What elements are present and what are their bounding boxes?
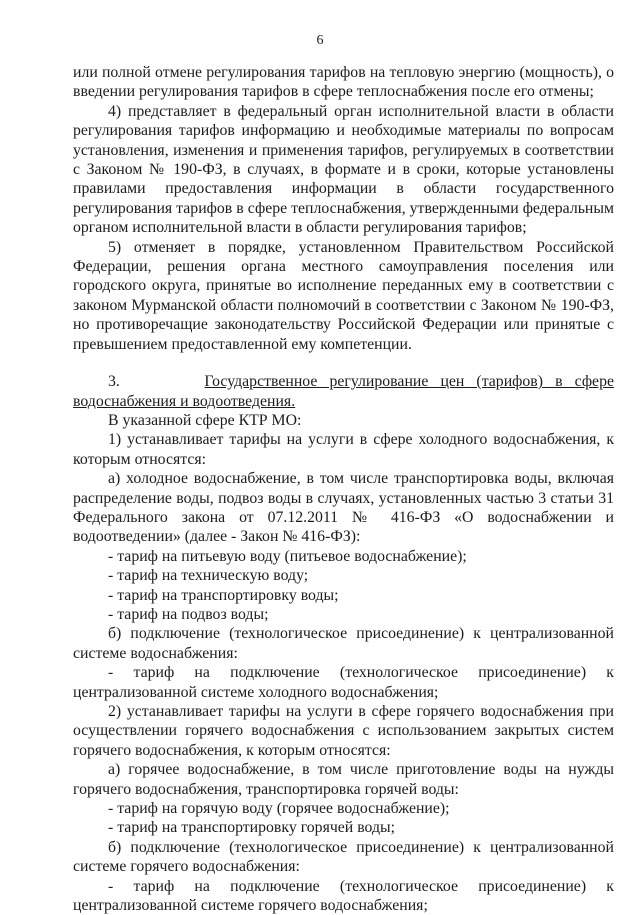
list-item: - тариф на транспортировку горячей воды; xyxy=(108,819,396,837)
section-number: 3. xyxy=(108,373,120,391)
paragraph-cold-connection: б) подключение (технологическое присоединение) к централизованной системе водоснабжения: xyxy=(73,625,614,662)
paragraph-item-5: 5) отменяет в порядке, установленном Правительством Российской Федерации, решения органа местного самоуправления поселения или городского округа, принятые во исполнение переданных ему в соответствии с законом Мурманской области полномочий в соответствии с Законом № 190-ФЗ, но противоречащие законодательству Российской Федерации или принятые с превышением предоставленной ему компетенции. xyxy=(73,238,614,353)
list-item: - тариф на питьевую воду (питьевое водоснабжение); xyxy=(108,547,467,565)
section-intro: В указанной сфере КТР МО: xyxy=(108,411,302,429)
list-item: - тариф на техническую воду; xyxy=(108,567,309,585)
paragraph-continuation: или полной отмене регулирования тарифов на тепловую энергию (мощность), о введении регулирования тарифов в сфере теплоснабжения после его отмены; xyxy=(73,64,614,101)
paragraph-hot-water-supply: а) горячее водоснабжение, в том числе приготовление воды на нужды горячего водоснабжения, транспортировка горячей воды: xyxy=(73,761,614,798)
document-body xyxy=(73,63,614,915)
paragraph-hot-connection: б) подключение (технологическое присоединение) к централизованной системе горячего водоснабжения: xyxy=(73,838,614,876)
list-item: - тариф на горячую воду (горячее водоснабжение); xyxy=(108,800,450,818)
section-title: Государственное регулирование цен (тарифов) в сфере водоснабжения и водоотведения. xyxy=(73,373,614,410)
list-item: - тариф на транспортировку воды; xyxy=(108,586,339,604)
paragraph-cold-water-supply: а) холодное водоснабжение, в том числе транспортировка воды, включая распределение воды, подвоз воды в случаях, установленных частью 3 статьи 31 Федерального закона от 07.12.2011 № 416-ФЗ «О водоснабжении и водоотведении» (далее - Закон № 416-ФЗ): xyxy=(73,470,614,546)
list-item: - тариф на подвоз воды; xyxy=(108,605,269,623)
paragraph-hot-water-tariffs: 2) устанавливает тарифы на услуги в сфере горячего водоснабжения при осуществлении горячего водоснабжения с использованием закрытых систем горячего водоснабжения, к которым относятся: xyxy=(73,703,614,759)
paragraph-cold-water-tariffs: 1) устанавливает тарифы на услуги в сфере холодного водоснабжения, к которым относятся: xyxy=(73,431,614,468)
page-number: 6 xyxy=(316,33,324,48)
section-heading xyxy=(73,372,614,411)
paragraph-item-4: 4) представляет в федеральный орган исполнительной власти в области регулирования тарифов информацию и необходимые материалы по вопросам установления, изменения и применения тарифов, регулируемых в соответствии с Законом № 190-ФЗ, в случаях, в формате и в сроки, которые установлены правилами предоставления информации в области государственного регулирования тарифов в сфере теплоснабжения, утвержденными федеральным органом исполнительной власти в области регулирования тарифов; xyxy=(73,102,614,237)
list-item: - тариф на подключение (технологическое присоединение) к централизованной системе холодного водоснабжения; xyxy=(73,664,614,701)
list-item: - тариф на подключение (технологическое присоединение) к централизованной системе горячего водоснабжения; xyxy=(73,877,614,915)
